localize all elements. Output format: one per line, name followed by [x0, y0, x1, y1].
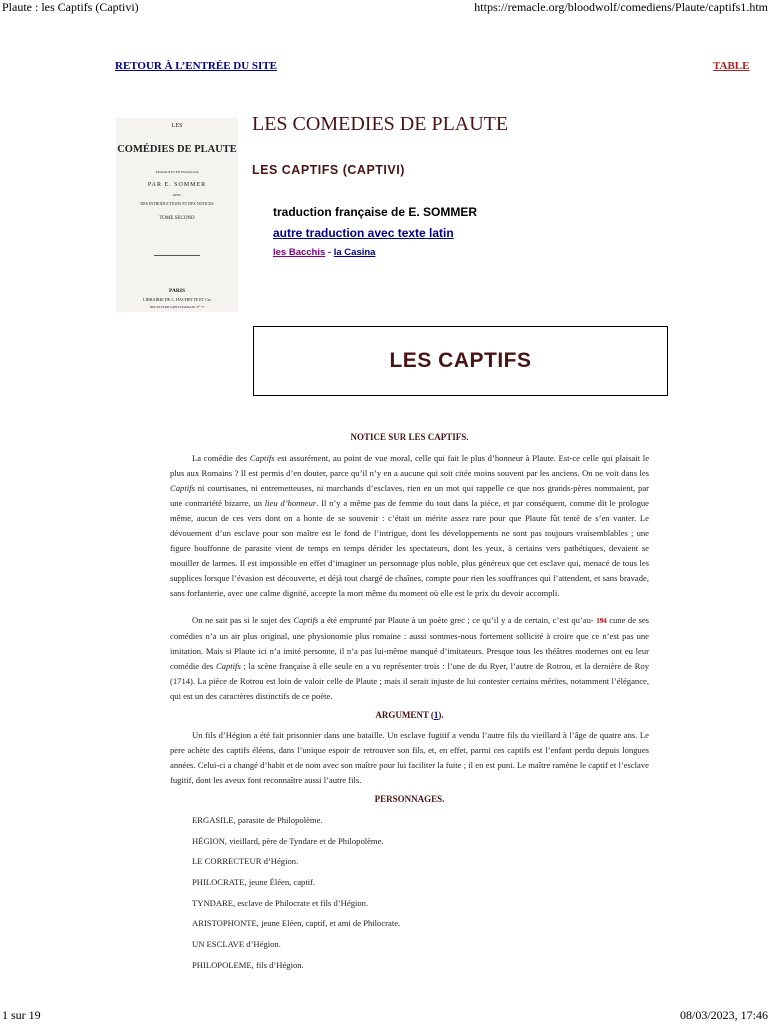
page-title: LES COMEDIES DE PLAUTE — [252, 113, 509, 135]
cover-city: PARIS — [168, 288, 186, 294]
print-page-counter: 1 sur 19 — [2, 1008, 41, 1022]
cover-title: COMÉDIES DE PLAUTE — [117, 144, 237, 155]
back-to-site-link[interactable]: RETOUR À L’ENTRÉE DU SITE — [115, 60, 277, 72]
alt-translation-link[interactable]: autre traduction avec texte latin — [273, 226, 454, 240]
cover-line: AVEC — [172, 193, 182, 197]
bacchis-link[interactable]: les Bacchis — [273, 247, 326, 258]
character-item: ARISTOPHONTE, jeune Eléen, captif, et ami de Philocrate. — [192, 918, 401, 928]
table-link[interactable]: TABLE — [713, 60, 750, 72]
casina-link[interactable]: la Casina — [333, 247, 376, 258]
character-item: UN ESCLAVE d’Hégion. — [192, 939, 281, 949]
book-cover-image — [116, 118, 238, 312]
notice-paragraph-2: On ne sait pas si le sujet des Captifs a été emprunté par Plaute à un poète grec ; ce qu’il y a de certain, c’est qu’au- 194 cune de ses comédies n’a un air plus original, une physionomie plus romaine : aussi sommes-nous fortement sollicité à croire que ce n’est pas une imitation. Mais si Plaute ici n’a imité personne, il n’a pas lui-même manqué d’imitateurs. Presque tous les théâtres modernes ont eu leur comédie des Captifs ; la scène française à elle seule en a vu représenter trois : l’une de du Ryer, l’autre de Rotrou, et la dernière de Roy (1714). La pièce de Rotrou est loin de valoir celle de Plaute ; mais il serait injuste de lui contester certains mérites, notamment l’élégance, qui est un des caractères distinctifs de ce poète. — [170, 615, 649, 701]
cover-author: PAR E. SOMMER — [147, 182, 207, 188]
page-marker: 194 — [596, 617, 607, 625]
print-datetime: 08/03/2023, 17:46 — [679, 1008, 768, 1022]
character-item: TYNDARE, esclave de Philocrate et fils d’Hégion. — [192, 898, 369, 908]
cover-line: LES — [171, 123, 183, 129]
footnote-link[interactable]: 1 — [433, 710, 439, 720]
character-item: LE CORRECTEUR d’Hégion. — [192, 856, 299, 866]
notice-paragraph-1: La comédie des Captifs est assurément, au point de vue moral, celle qui fait le plus d’honneur à Plaute. Est-ce celle qui plaisait le plus aux Romains ? Il est permis d’en douter, parce qu’il n’y en a aucune qui soit citée moins souvent par les anciens. On ne voit dans les Captifs ni courtisanes, ni entremetteuses, ni marchands d’esclaves, rien en un mot qui rappelle ce que nos grands-pères nommaient, par une contrariété bizarre, un lieu d’honneur. Il n’y a même pas de femme du tout dans la pièce, et par conséquent, comme dit le prologue même, aucun de ces vers dont on a honte de se souvenir : c’était un mérite assez rare pour que Plaute fût tenté de s’en vanter. Le dévouement d’un esclave pour son maître est le fond de l’intrigue, dont les développements ne sont pas toujours vraisemblables ; une figure bouffonne de parasite vient de temps en temps dérider les spectateurs, dont les yeux, à certains vers pathétiques, devaient se mouiller de larmes. Il est impossible en effet d’imaginer un personnage plus noble, plus généreux que cet esclave qui, menacé de tous les supplices lorsque l’évasion est découverte, et déjà tout chargé de chaînes, compte pour rien les souffrances qui l’attendent, et sans bravade, sans forfanterie, avec une calme dignité, accepte la mort même du moment où elle est le prix du devoir accompli. — [170, 453, 650, 598]
translation-credit: traduction française de E. SOMMER — [273, 205, 478, 219]
notice-heading: NOTICE SUR LES CAPTIFS. — [350, 432, 469, 442]
personnages-heading: PERSONNAGES. — [374, 794, 445, 804]
print-page-title: Plaute : les Captifs (Captivi) — [2, 0, 139, 14]
cover-volume: TOME SECOND — [159, 216, 195, 221]
cover-line: DES INTRODUCTIONS ET DES NOTICES — [140, 201, 214, 206]
print-page-url: https://remacle.org/bloodwolf/comediens/Plaute/captifs1.htm — [474, 0, 768, 14]
link-separator: - — [325, 247, 334, 258]
box-title: LES CAPTIFS — [389, 349, 532, 372]
title-box — [253, 326, 668, 396]
cover-line: TRADUITES EN FRANÇAIS — [155, 170, 199, 174]
argument-paragraph: Un fils d’Hégion a été fait prisonnier dans une bataille. Un esclave fugitif a vendu l’autre fils du vieillard à l’âge de quatre ans. Le pere achète des captifs éléens, dans l’unique espoir de retrouver son fils, et, en effet, parmi ces captifs est l’enfant perdu depuis longues années. Celui-ci a changé d’habit et de nom avec son maître pour lui faciliter la fuite ; il en est puni. Le maître ramène le captif et l’esclave fugitif, dont les aveux font reconnaître aussi l’autre fils. — [170, 730, 649, 785]
character-item: HÉGION, vieillard, père de Tyndare et de Philopolème. — [192, 836, 384, 846]
character-item: ERGASILE, parasite de Philopolème. — [192, 815, 323, 825]
page-subtitle: LES CAPTIFS (CAPTIVI) — [252, 163, 405, 177]
cover-rule — [154, 255, 200, 256]
character-item: PHILOCRATE, jeune Éléen, captif. — [192, 877, 316, 887]
argument-heading: ARGUMENT (1). — [375, 710, 444, 720]
character-item: PHILOPOLEME, fils d’Hégion. — [192, 960, 304, 970]
cover-publisher: LIBRAIRIE DE L. HACHETTE ET Cie — [142, 297, 212, 302]
related-links — [273, 247, 375, 258]
cover-address: BOULEVARD SAINT-GERMAIN, N° 77 — [149, 305, 205, 309]
